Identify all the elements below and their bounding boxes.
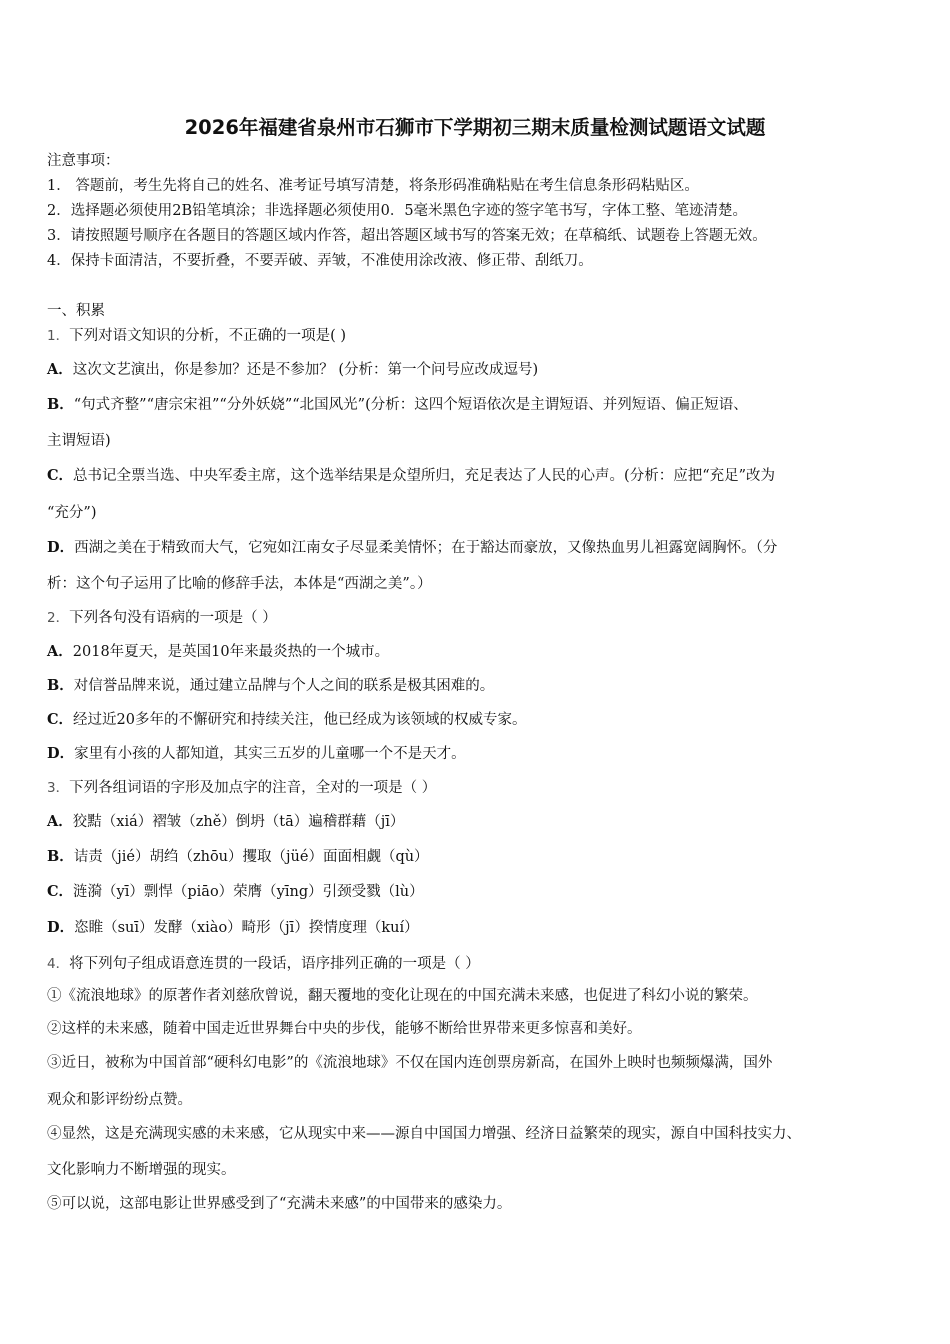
option-text: 恣睢（suī）发酵（xiào）畸形（jī）揆情度理（kuí） [74,920,419,936]
option-label: C． [47,711,74,728]
question-2-option-d [47,744,920,764]
question-1-option-b-cont: 主谓短语) [47,433,111,449]
option-text: 涟漪（yī）剽悍（piāo）荣膺（yīng）引颈受戮（lù） [73,884,424,900]
question-1-option-a [47,360,920,380]
question-1-option-b [47,395,920,415]
question-number: 1． [47,328,70,344]
option-text: “句式齐整”“唐宗宋祖”“分外妖娆”“北国风光”(分析：这四个短语依次是主谓短语、并列短语、偏正短语、 [73,397,748,413]
question-4-sentence-4: ④显然，这是充满现实感的未来感，它从现实中来——源自中国国力增强、经济日益繁荣的现实，源自中国科技实力、 [47,1126,801,1142]
question-4-sentence-3-cont: 观众和影评纷纷点赞。 [47,1092,192,1108]
question-4-stem [47,954,920,974]
question-4-sentence-2: ②这样的未来感，随着中国走近世界舞台中央的步伐，能够不断给世界带来更多惊喜和美好。 [47,1021,642,1037]
question-text: 将下列句子组成语意连贯的一段话，语序排列正确的一项是（ ） [69,956,480,972]
question-3-option-d [47,918,920,938]
notice-item-1: 1． 答题前，考生先将自己的姓名、准考证号填写清楚，将条形码准确粘贴在考生信息条形码粘贴区。 [47,178,699,194]
option-label: D． [47,919,75,936]
question-3-option-c [47,882,920,902]
notice-item-2: 2．选择题必须使用2B铅笔填涂；非选择题必须使用0．5毫米黑色字迹的签字笔书写，字体工整、笔迹清楚。 [47,203,748,219]
option-label: B． [47,677,74,694]
section-heading: 一、积累 [47,303,105,319]
notice-item-3: 3．请按照题号顺序在各题目的答题区域内作答，超出答题区域书写的答案无效；在草稿纸、试题卷上答题无效。 [47,228,767,244]
question-4-sentence-5: ⑤可以说，这部电影让世界感受到了“充满未来感”的中国带来的感染力。 [47,1196,512,1212]
question-2-option-b [47,676,920,696]
option-label: A． [47,643,73,660]
question-3-option-b [47,847,920,867]
option-text: 总书记全票当选、中央军委主席，这个选举结果是众望所归，充足表达了人民的心声。(分析：应把“充足”改为 [73,468,776,484]
option-label: D． [47,539,75,556]
question-1-option-c [47,466,920,486]
option-text: 经过近20多年的不懈研究和持续关注，他已经成为该领域的权威专家。 [73,712,527,728]
option-text: 2018年夏天，是英国10年来最炎热的一个城市。 [72,644,390,660]
question-2-option-c [47,710,920,730]
option-label: B． [47,848,74,865]
question-4-sentence-3: ③近日，被称为中国首部“硬科幻电影”的《流浪地球》不仅在国内连创票房新高，在国外上映时也频频爆满，国外 [47,1055,773,1071]
question-1-option-d [47,538,920,558]
question-1-option-d-cont: 析：这个句子运用了比喻的修辞手法，本体是“西湖之美”。） [47,576,432,592]
option-label: A． [47,813,73,830]
question-text: 下列各组词语的字形及加点字的注音，全对的一项是（ ） [69,780,437,796]
option-label: A． [47,361,73,378]
option-text: 西湖之美在于精致而大气，它宛如江南女子尽显柔美情怀；在于豁达而豪放，又像热血男儿袒露宽阔胸怀。（分 [74,540,778,556]
question-text: 下列各句没有语病的一项是（ ） [69,610,277,626]
page-title: 2026年福建省泉州市石狮市下学期初三期末质量检测试题语文试题 [184,116,766,139]
question-4-sentence-1: ①《流浪地球》的原著作者刘慈欣曾说，翻天覆地的变化让现在的中国充满未来感，也促进了科幻小说的繁荣。 [47,988,758,1004]
notice-heading: 注意事项： [47,153,120,169]
option-label: C． [47,883,74,900]
question-3-stem [47,778,920,798]
question-number: 2． [47,610,70,626]
option-text: 对信誉品牌来说，通过建立品牌与个人之间的联系是极其困难的。 [73,678,495,694]
notice-item-4: 4．保持卡面清洁，不要折叠，不要弄破、弄皱，不准使用涂改液、修正带、刮纸刀。 [47,253,593,269]
option-label: B． [47,396,74,413]
question-4-sentence-4-cont: 文化影响力不断增强的现实。 [47,1162,236,1178]
option-text: 家里有小孩的人都知道，其实三五岁的儿童哪一个不是天才。 [74,746,466,762]
question-number: 4． [47,956,70,972]
question-3-option-a [47,812,920,832]
option-text: 狡黠（xiá）褶皱（zhě）倒坍（tā）遍稽群藉（jī） [72,814,405,830]
question-1-stem [47,326,920,346]
question-2-option-a [47,642,920,662]
option-label: D． [47,745,75,762]
option-text: 诘责（jié）胡绉（zhōu）攫取（jüé）面面相觑（qù） [73,849,429,865]
option-text: 这次文艺演出，你是参加？还是不参加？ (分析：第一个问号应改成逗号) [72,362,539,378]
question-text: 下列对语文知识的分析，不正确的一项是( ) [69,328,347,344]
question-1-option-c-cont: “充分”) [47,505,97,521]
option-label: C． [47,467,74,484]
question-number: 3． [47,780,70,796]
question-2-stem [47,608,920,628]
